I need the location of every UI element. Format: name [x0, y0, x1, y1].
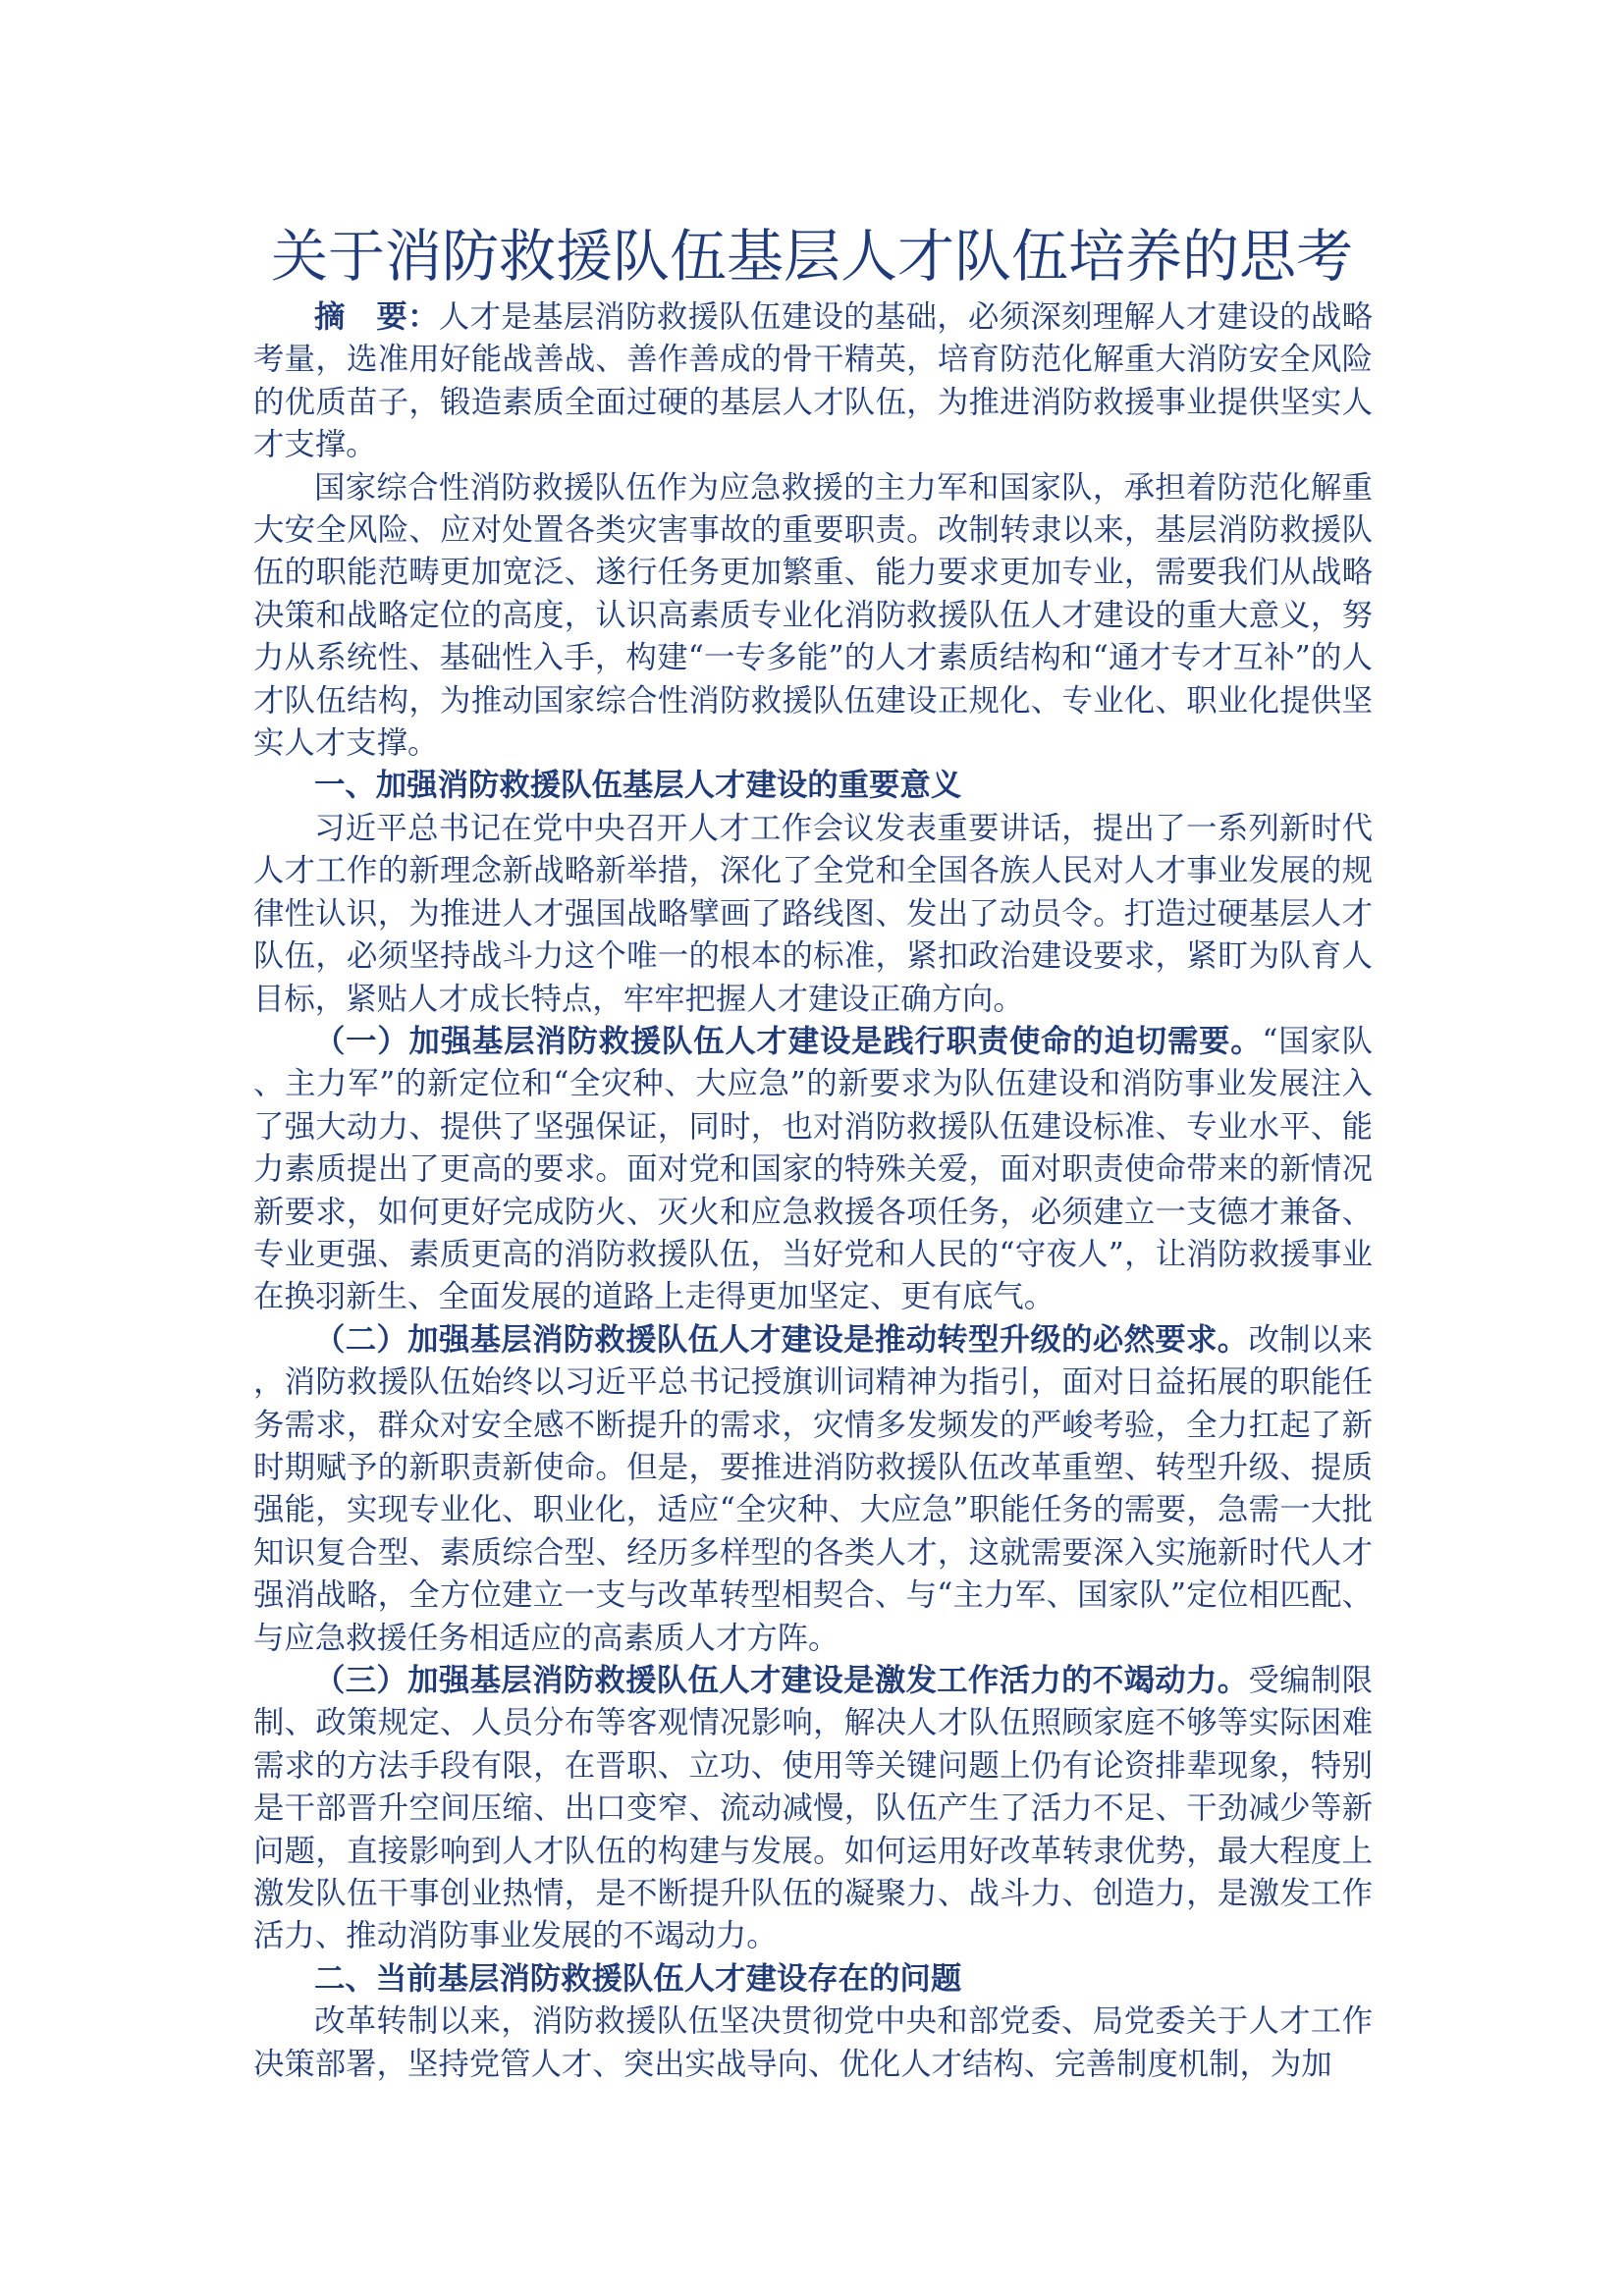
intro-paragraph: 国家综合性消防救援队伍作为应急救援的主力军和国家队，承担着防范化解重大安全风险、应对处置各类灾害事故的重要职责。改制转隶以来，基层消防救援队伍的职能范畴更加宽泛、遂行任务更加繁重、能力要求更加专业，需要我们从战略决策和战略定位的高度，认识高素质专业化消防救援队伍人才建设的重大意义，努力从系统性、基础性入手，构建“一专多能”的人才素质结构和“通才专才互补”的人才队伍结构，为推动国家综合性消防救援队伍建设正规化、专业化、职业化提供坚实人才支撑。	[253, 469, 1373, 762]
document-title: 关于消防救援队伍基层人才队伍培养的思考	[270, 223, 1353, 290]
section-heading-2: 二、当前基层消防救援队伍人才建设存在的问题	[314, 1960, 962, 1997]
item-3-text: 受编制限制、政策规定、人员分布等客观情况影响，解决人才队伍照顾家庭不够等实际困难需求的方法手段有限，在晋职、立功、使用等关键问题上仍有论资排辈现象，特别是干部晋升空间压缩、出口变窄、流动减慢，队伍产生了活力不足、干劲减少等新问题，直接影响到人才队伍的构建与发展。如何运用好改革转隶优势，最大程度上激发队伍干事创业热情，是不断提升队伍的凝聚力、战斗力、创造力，是激发工作活力、推动消防事业发展的不竭动力。	[253, 1663, 1373, 1954]
abstract-label: 摘 要：	[314, 299, 439, 335]
section1-item-1	[253, 1021, 1373, 1319]
section1-item-3	[253, 1660, 1373, 1958]
item-1-bold-lead: （一）加强基层消防救援队伍人才建设是践行职责使命的迫切需要。	[314, 1023, 1263, 1059]
item-2-bold-lead: （二）加强基层消防救援队伍人才建设是推动转型升级的必然要求。	[314, 1321, 1249, 1358]
abstract-paragraph	[253, 296, 1373, 467]
section-heading-1: 一、加强消防救援队伍基层人才建设的重要意义	[314, 768, 962, 804]
item-3-bold-lead: （三）加强基层消防救援队伍人才建设是激发工作活力的不竭动力。	[314, 1663, 1249, 1698]
item-2-text: 改制以来，消防救援队伍始终以习近平总书记授旗训词精神为指引，面对日益拓展的职能任务需求，群众对安全感不断提升的需求，灾情多发频发的严峻考验，全力扛起了新时期赋予的新职责新使命。但是，要推进消防救援队伍改革重塑、转型升级、提质强能，实现专业化、职业化，适应“全灾种、大应急”职能任务的需要，急需一大批知识复合型、素质综合型、经历多样型的各类人才，这就需要深入实施新时代人才强消战略，全方位建立一支与改革转型相契合、与“主力军、国家队”定位相匹配、与应急救援任务相适应的高素质人才方阵。	[253, 1321, 1373, 1656]
section1-item-2	[253, 1319, 1373, 1660]
item-1-text: “国家队、主力军”的新定位和“全灾种、大应急”的新要求为队伍建设和消防事业发展注入了强大动力、提供了坚强保证，同时，也对消防救援队伍建设标准、专业水平、能力素质提出了更高的要求。面对党和国家的特殊关爱，面对职责使命带来的新情况新要求，如何更好完成防火、灭火和应急救援各项任务，必须建立一支德才兼备、专业更强、素质更高的消防救援队伍，当好党和人民的“守夜人”，让消防救援事业在换羽新生、全面发展的道路上走得更加坚定、更有底气。	[253, 1023, 1373, 1315]
section1-lead-paragraph: 习近平总书记在党中央召开人才工作会议发表重要讲话，提出了一系列新时代人才工作的新理念新战略新举措，深化了全党和全国各族人民对人才事业发展的规律性认识，为推进人才强国战略擘画了路线图、发出了动员令。打造过硬基层人才队伍，必须坚持战斗力这个唯一的根本的标准，紧扣政治建设要求，紧盯为队育人目标，紧贴人才成长特点，牢牢把握人才建设正确方向。	[253, 810, 1373, 1017]
document-body	[253, 296, 1373, 2086]
abstract-text: 人才是基层消防救援队伍建设的基础，必须深刻理解人才建设的战略考量，选准用好能战善战、善作善成的骨干精英，培育防范化解重大消防安全风险的优质苗子，锻造素质全面过硬的基层人才队伍，为推进消防救援事业提供坚实人才支撑。	[253, 299, 1373, 463]
section2-lead-paragraph: 改革转制以来，消防救援队伍坚决贯彻党中央和部党委、局党委关于人才工作决策部署，坚持党管人才、突出实战导向、优化人才结构、完善制度机制，为加	[253, 2003, 1373, 2082]
